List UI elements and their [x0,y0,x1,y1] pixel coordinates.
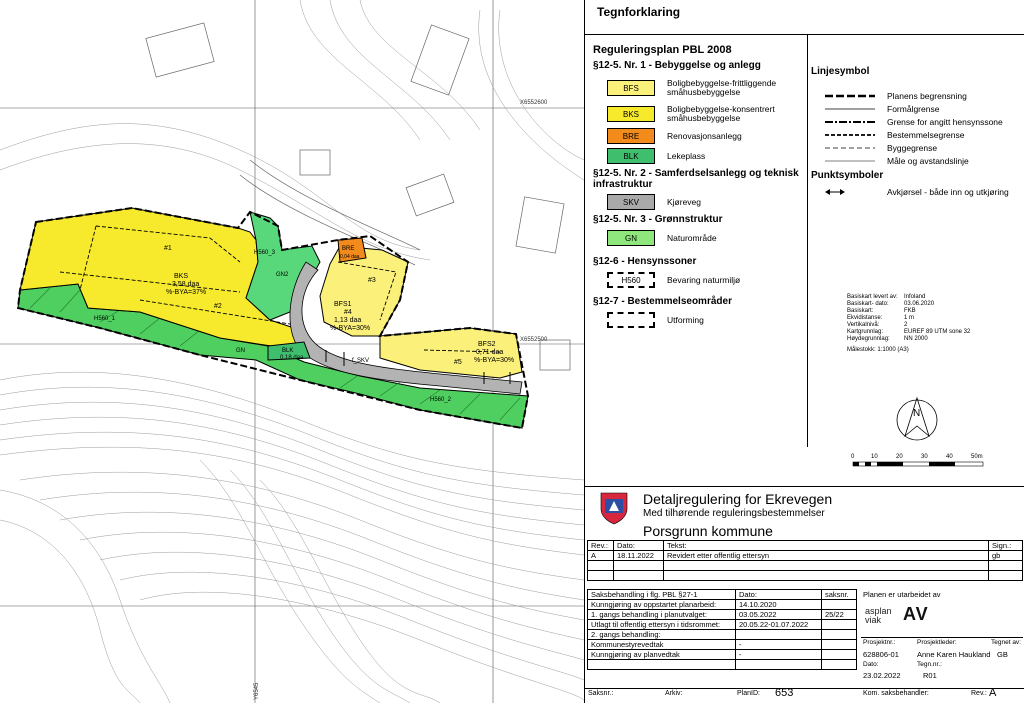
legend-item-gn [607,230,717,246]
bfs1-label: BFS1 [334,301,352,308]
scale-text: Målestokk: 1:1000 (A3) [847,347,909,353]
blk-label: BLK [282,348,294,354]
scale-tick-40: 40 [946,454,953,460]
zone-label-5: #5 [454,359,462,366]
scale-bar [851,450,1001,472]
line-bestemmelsegrense: Bestemmelsegrense [825,129,964,141]
utforming-label: Utforming [667,314,704,325]
scale-tick-50: 50m [971,454,983,460]
prepared-by-label: Planen er utarbeidet av [863,590,941,599]
table-row: Kunngjøring av oppstartet planarbeid: 14.10.2020 [588,600,857,610]
scale-tick-20: 20 [896,454,903,460]
revision-table [587,540,1023,581]
bks-area: 3,58 daa [172,281,200,288]
title-text-group [643,491,832,539]
scale-tick-10: 10 [871,454,878,460]
legend-item-bfs [607,80,817,96]
table-row: Saksbehandling i flg. PBL §27-1 Dato: saksnr. [588,590,857,600]
zone-label-3: #3 [368,277,376,284]
table-row: Kommunestyrevedtak - [588,640,857,650]
bks-label: BKS [174,273,189,280]
bre-label: BRE [342,246,355,252]
project-info: Prosjektnr.: Prosjektleder: Tegnet av: 628806-01 Anne Karen Haukland GB Dato: Tegn.nr.: 23.02.2022 R01 [863,639,1021,680]
table-row: 2. gangs behandling: [588,630,857,640]
zone-label-4: #4 [344,309,352,316]
consideration-zone-line-icon [825,119,875,125]
point-avkjorsel: Avkjørsel - både inn og utkjøring [825,186,1009,198]
zone-label-1: #1 [164,245,172,252]
blk-area: 0,18 daa [280,355,304,361]
purpose-line-icon [825,106,875,112]
table-row [588,561,1023,571]
bre-area: 0,04 daa [340,254,360,260]
table-row: Rev.: Dato: Tekst: Sign.: [588,541,1023,551]
zone-label-2: #2 [214,303,222,310]
line-maleline: Måle og avstandslinje [825,155,969,167]
legend-title: Tegnforklaring [597,5,681,19]
section-5-header: §12-7 - Bestemmelseområder [593,296,732,307]
section-3-header: §12-5. Nr. 3 - Grønnstruktur [593,214,723,225]
legend-item-skv [607,194,701,210]
bfs2-label: BFS2 [478,341,496,348]
gn-swatch: GN [607,230,655,246]
h560-label: Bevaring naturmiljø [667,274,741,285]
basemap-meta: Basiskart levert av: Infoland Basiskart- dato: 03.06.2020 Basiskart: FKB Ekvidistanse: 1 m Vertikalnivå: 2 Kartgrunnlag: EUREF 89 UTM sone 32 Høydegrunnlag: NN 2000 Målestokk: 1:1000 (A3) [847,294,971,353]
bks-swatch: BKS [607,106,655,122]
bre-swatch: BRE [607,128,655,144]
processing-table [587,589,857,670]
double-arrow-icon [825,188,875,196]
scale-tick-30: 30 [921,454,928,460]
gn2-label: GN2 [276,272,289,278]
utforming-swatch [607,312,655,328]
line-hensynssone: Grense for angitt hensynssone [825,116,1003,128]
table-row: Kunngjøring av planvedtak - [588,650,857,660]
firm-logo-text: asplan viak [865,606,892,625]
bfs1-bya: %-BYA=30% [330,325,371,332]
scale-tick-0: 0 [851,454,855,460]
legend-panel [584,0,1024,703]
blk-swatch: BLK [607,148,655,164]
line-symbols-header: Linjesymbol [811,66,870,77]
line-byggegrense: Byggegrense [825,142,937,154]
point-symbols-header: Punktsymboler [811,170,884,181]
plan-boundary-line-icon [825,93,875,99]
skv-swatch: SKV [607,194,655,210]
municipality-name: Porsgrunn kommune [643,523,773,539]
h560-2-label: H560_2 [430,397,452,403]
provision-line-icon [825,132,875,138]
section-4-header: §12-6 - Hensynssoner [593,256,697,267]
building-line-icon [825,145,875,151]
gn-label: Naturområde [667,232,717,243]
bre-label: Renovasjonsanlegg [667,130,742,141]
table-row: A 18.11.2022 Revidert etter offentlig ettersyn gb [588,551,1023,561]
legend-item-utforming [607,312,704,328]
bfs-label: Boligbebyggelse-frittliggende småhusbebyggelse [667,78,777,97]
bfs-swatch: BFS [607,80,655,96]
bfs2-bya: %-BYA=30% [474,357,515,364]
section-2-header: §12-5. Nr. 2 - Samferdselsanlegg og teknisk infrastruktur [593,168,799,190]
line-formalgrense: Formålgrense [825,103,939,115]
skv-label: f_SKV [352,358,370,364]
blk-label: Lekeplass [667,150,706,161]
section-1-header: §12-5. Nr. 1 - Bebyggelse og anlegg [593,60,761,71]
legend-item-h560 [607,272,740,288]
plan-subtitle: Med tilhørende reguleringsbestemmelser [643,508,825,519]
bfs1-area: 1,13 daa [334,317,362,324]
plan-header: Reguleringsplan PBL 2008 [593,44,732,56]
north-arrow-icon [893,396,941,444]
line-planens-begrensning: Planens begrensning [825,90,967,102]
measure-line-icon [825,158,875,164]
legend-item-bre [607,128,742,144]
bks-label: Boligbebyggelse-konsentrert småhusbebyggelse [667,104,775,123]
plan-id-value: 653 [775,687,794,699]
bottom-id-row: Saksnr.: Arkiv: PlanID: 653 Kom. saksbehandler: Rev.: A [585,688,1024,703]
gn-label: GN [236,348,245,354]
table-row [588,571,1023,581]
table-row [588,660,857,670]
legend-item-blk [607,148,705,164]
municipality-crest-icon [599,491,629,525]
table-row: 1. gangs behandling i planutvalget: 03.05.2022 25/22 [588,610,857,620]
h560-swatch: H560 [607,272,655,288]
rev-value: A [989,687,997,699]
h560-3-label: H560_3 [254,250,276,256]
bks-bya: %-BYA=37% [166,289,207,296]
legend-item-bks [607,106,817,122]
svg-text:N: N [913,408,921,419]
table-row: Utlagt til offentlig ettersyn i tidsrommet: 20.05.22-01.07.2022 [588,620,857,630]
plan-title: Detaljregulering for Ekrevegen [643,491,833,507]
coord-label-bottom: Y6545 [254,682,260,700]
firm-logo-mark: AV [903,604,929,624]
bfs2-area: 0,71 daa [476,349,504,356]
skv-label: Kjøreveg [667,196,702,207]
h560-1-label: H560_1 [94,316,116,322]
coord-label-mid: X6552500 [520,337,548,343]
coord-label-top: X6552600 [520,100,548,106]
